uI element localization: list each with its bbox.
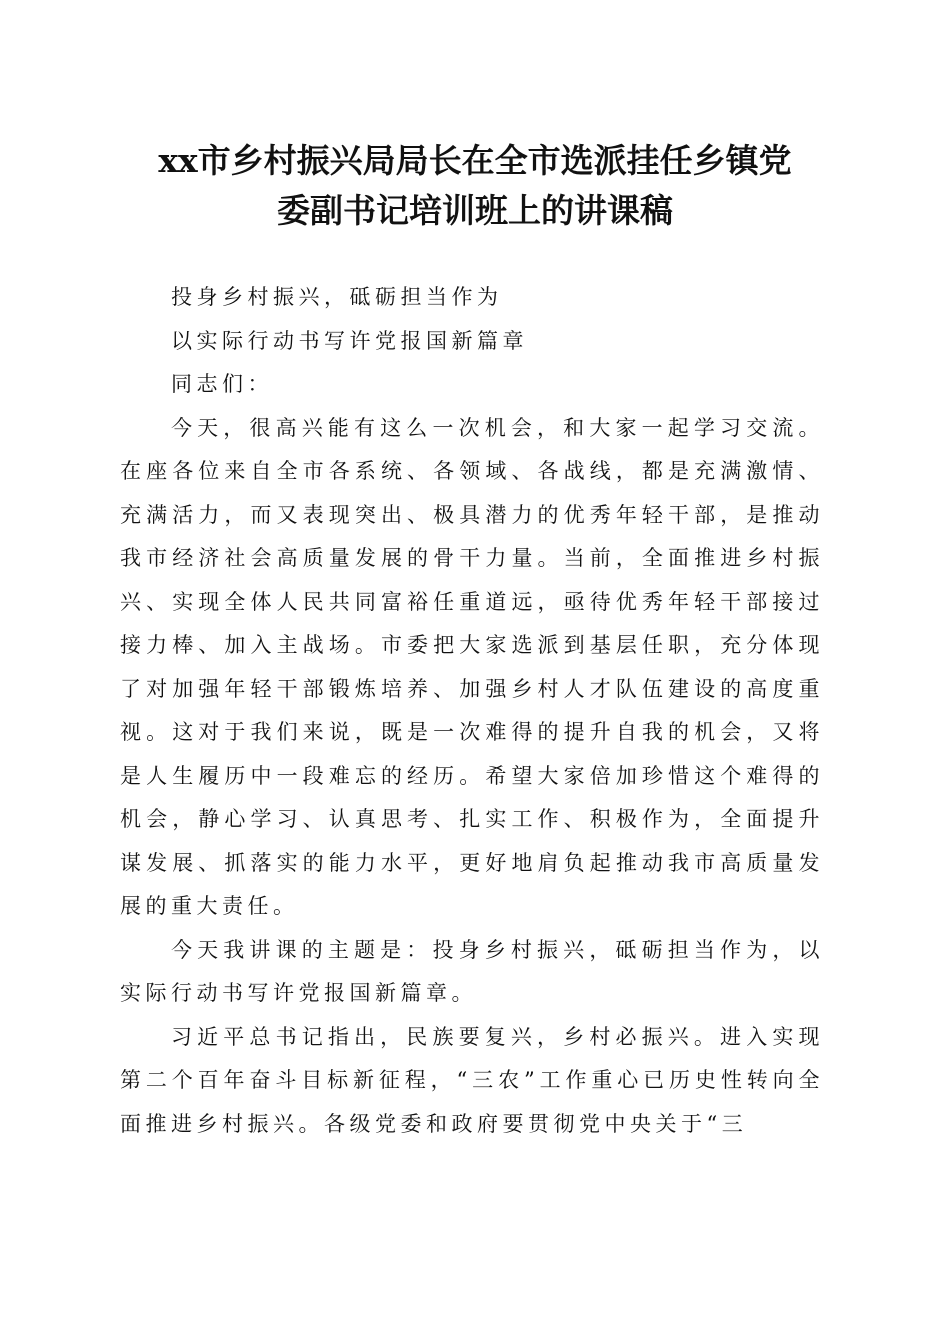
paragraph-1: 今天，很高兴能有这么一次机会，和大家一起学习交流。在座各位来自全市各系统、各领域、各战线，都是充满激情、充满活力，而又表现突出、极具潜力的优秀年轻干部，是推动我市经济社会高质量发展的骨干力量。当前，全面推进乡村振兴、实现全体人民共同富裕任重道远，亟待优秀年轻干部接过接力棒、加入主战场。市委把大家选派到基层任职，充分体现了对加强年轻干部锻炼培养、加强乡村人才队伍建设的高度重视。这对于我们来说，既是一次难得的提升自我的机会，又将是人生履历中一段难忘的经历。希望大家倍加珍惜这个难得的机会，静心学习、认真思考、扎实工作、积极作为，全面提升谋发展、抓落实的能力水平，更好地肩负起推动我市高质量发展的重大责任。 xyxy=(120,415,824,918)
paragraph-2: 今天我讲课的主题是：投身乡村振兴，砥砺担当作为，以实际行动书写许党报国新篇章。 xyxy=(120,937,824,1005)
document-title-line-1: xx市乡村振兴局局长在全市选派挂任乡镇党 xyxy=(158,141,792,180)
subtitle-1: 投身乡村振兴，砥砺担当作为 xyxy=(171,285,503,309)
document-title-line-2: 委副书记培训班上的讲课稿 xyxy=(277,191,673,230)
document-body xyxy=(120,276,824,1146)
salutation: 同志们： xyxy=(171,372,273,396)
paragraph-3: 习近平总书记指出，民族要复兴，乡村必振兴。进入实现第二个百年奋斗目标新征程，“三农”工作重心已历史性转向全面推进乡村振兴。各级党委和政府要贯彻党中央关于“三 xyxy=(120,1024,824,1136)
document-title xyxy=(100,136,850,236)
subtitle-2: 以实际行动书写许党报国新篇章 xyxy=(171,328,528,353)
